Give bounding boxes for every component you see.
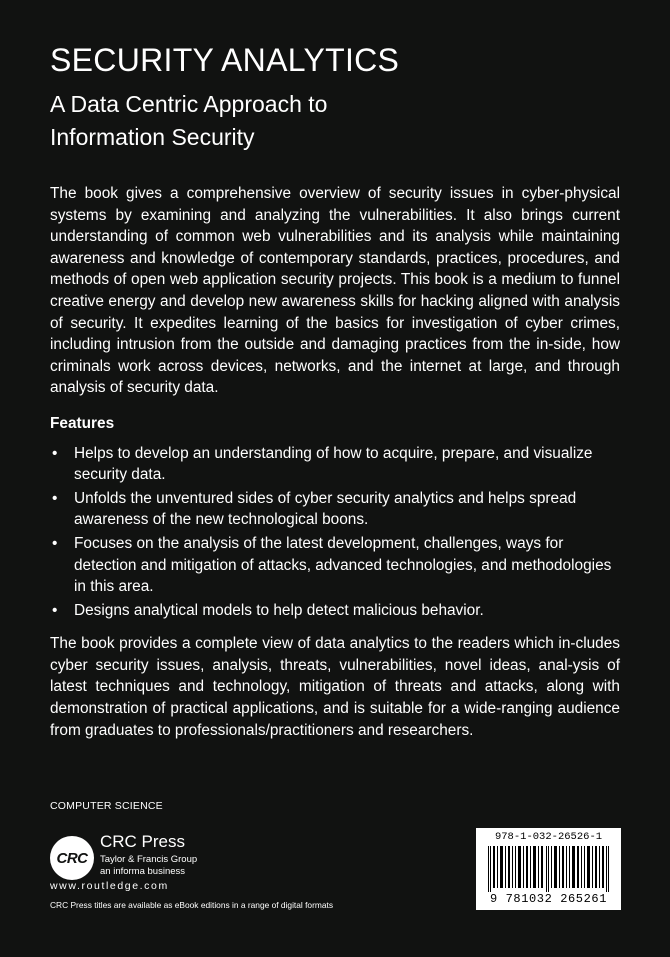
crc-logo-icon: CRC	[50, 836, 94, 880]
isbn-hyphenated: 978-1-032-26526-1	[494, 831, 603, 843]
publisher-group: Taylor & Francis Group	[100, 854, 198, 865]
bullet-icon: •	[52, 534, 58, 552]
isbn-digits: 9 781032 265261	[489, 892, 608, 906]
barcode-bars-icon	[486, 846, 614, 892]
feature-item	[50, 533, 620, 598]
description-paragraph: The book gives a comprehensive overview of security issues in cyber-physical systems by examining and analyzing the vulnerabilities. It also brings current understanding of common web vulnerabilities and its analysis while maintaining awareness and knowledge of contemporary standards, practices, procedures, and methods of open web application security projects. This book is a medium to funnel creative energy and develop new awareness skills for hacking aligned with analysis of security. It expedites learning of the basics for investigation of cyber crimes, including intrusion from the outside and damaging practices from the in-side, how criminals work across devices, networks, and the internet at large, and through analysis of security data.	[50, 185, 620, 397]
feature-item	[50, 488, 620, 531]
bullet-icon: •	[52, 489, 58, 507]
bullet-icon: •	[52, 444, 58, 462]
feature-text: Unfolds the unventured sides of cyber security analytics and helps spread awareness of the new technological boons.	[74, 489, 577, 529]
feature-text: Helps to develop an understanding of how to acquire, prepare, and visualize security data.	[74, 444, 593, 484]
bullet-icon: •	[52, 601, 58, 619]
ebook-note: CRC Press titles are available as eBook editions in a range of digital formats	[50, 900, 334, 910]
book-subtitle	[50, 88, 610, 154]
subtitle-line-2: Information Security	[50, 124, 255, 150]
summary-paragraph: The book provides a complete view of data analytics to the readers which in-cludes cyber security issues, analysis, threats, vulnerabilities, novel ideas, anal-ysis of latest techniques and technology, mitigation of threats and attacks, along with demonstration of practical applications, and is suitable for a wide-ranging audience from graduates to professionals/practitioners and researchers.	[50, 635, 620, 739]
publisher-website: www.routledge.com	[50, 880, 169, 892]
subtitle-line-1: A Data Centric Approach to	[50, 91, 328, 117]
feature-item	[50, 600, 620, 622]
subject-category: COMPUTER SCIENCE	[50, 800, 163, 812]
features-heading: Features	[50, 414, 115, 432]
isbn-barcode	[476, 828, 621, 910]
book-title: SECURITY ANALYTICS	[50, 42, 400, 78]
publisher-business: an informa business	[100, 866, 186, 877]
feature-text: Focuses on the analysis of the latest development, challenges, ways for detection and mitigation of attacks, advanced technologies, and methodologies in this area.	[74, 534, 612, 596]
publisher-name: CRC Press	[100, 832, 186, 851]
feature-item	[50, 443, 620, 486]
back-cover-text	[50, 183, 620, 741]
feature-text: Designs analytical models to help detect malicious behavior.	[74, 601, 484, 619]
features-list	[50, 443, 620, 622]
